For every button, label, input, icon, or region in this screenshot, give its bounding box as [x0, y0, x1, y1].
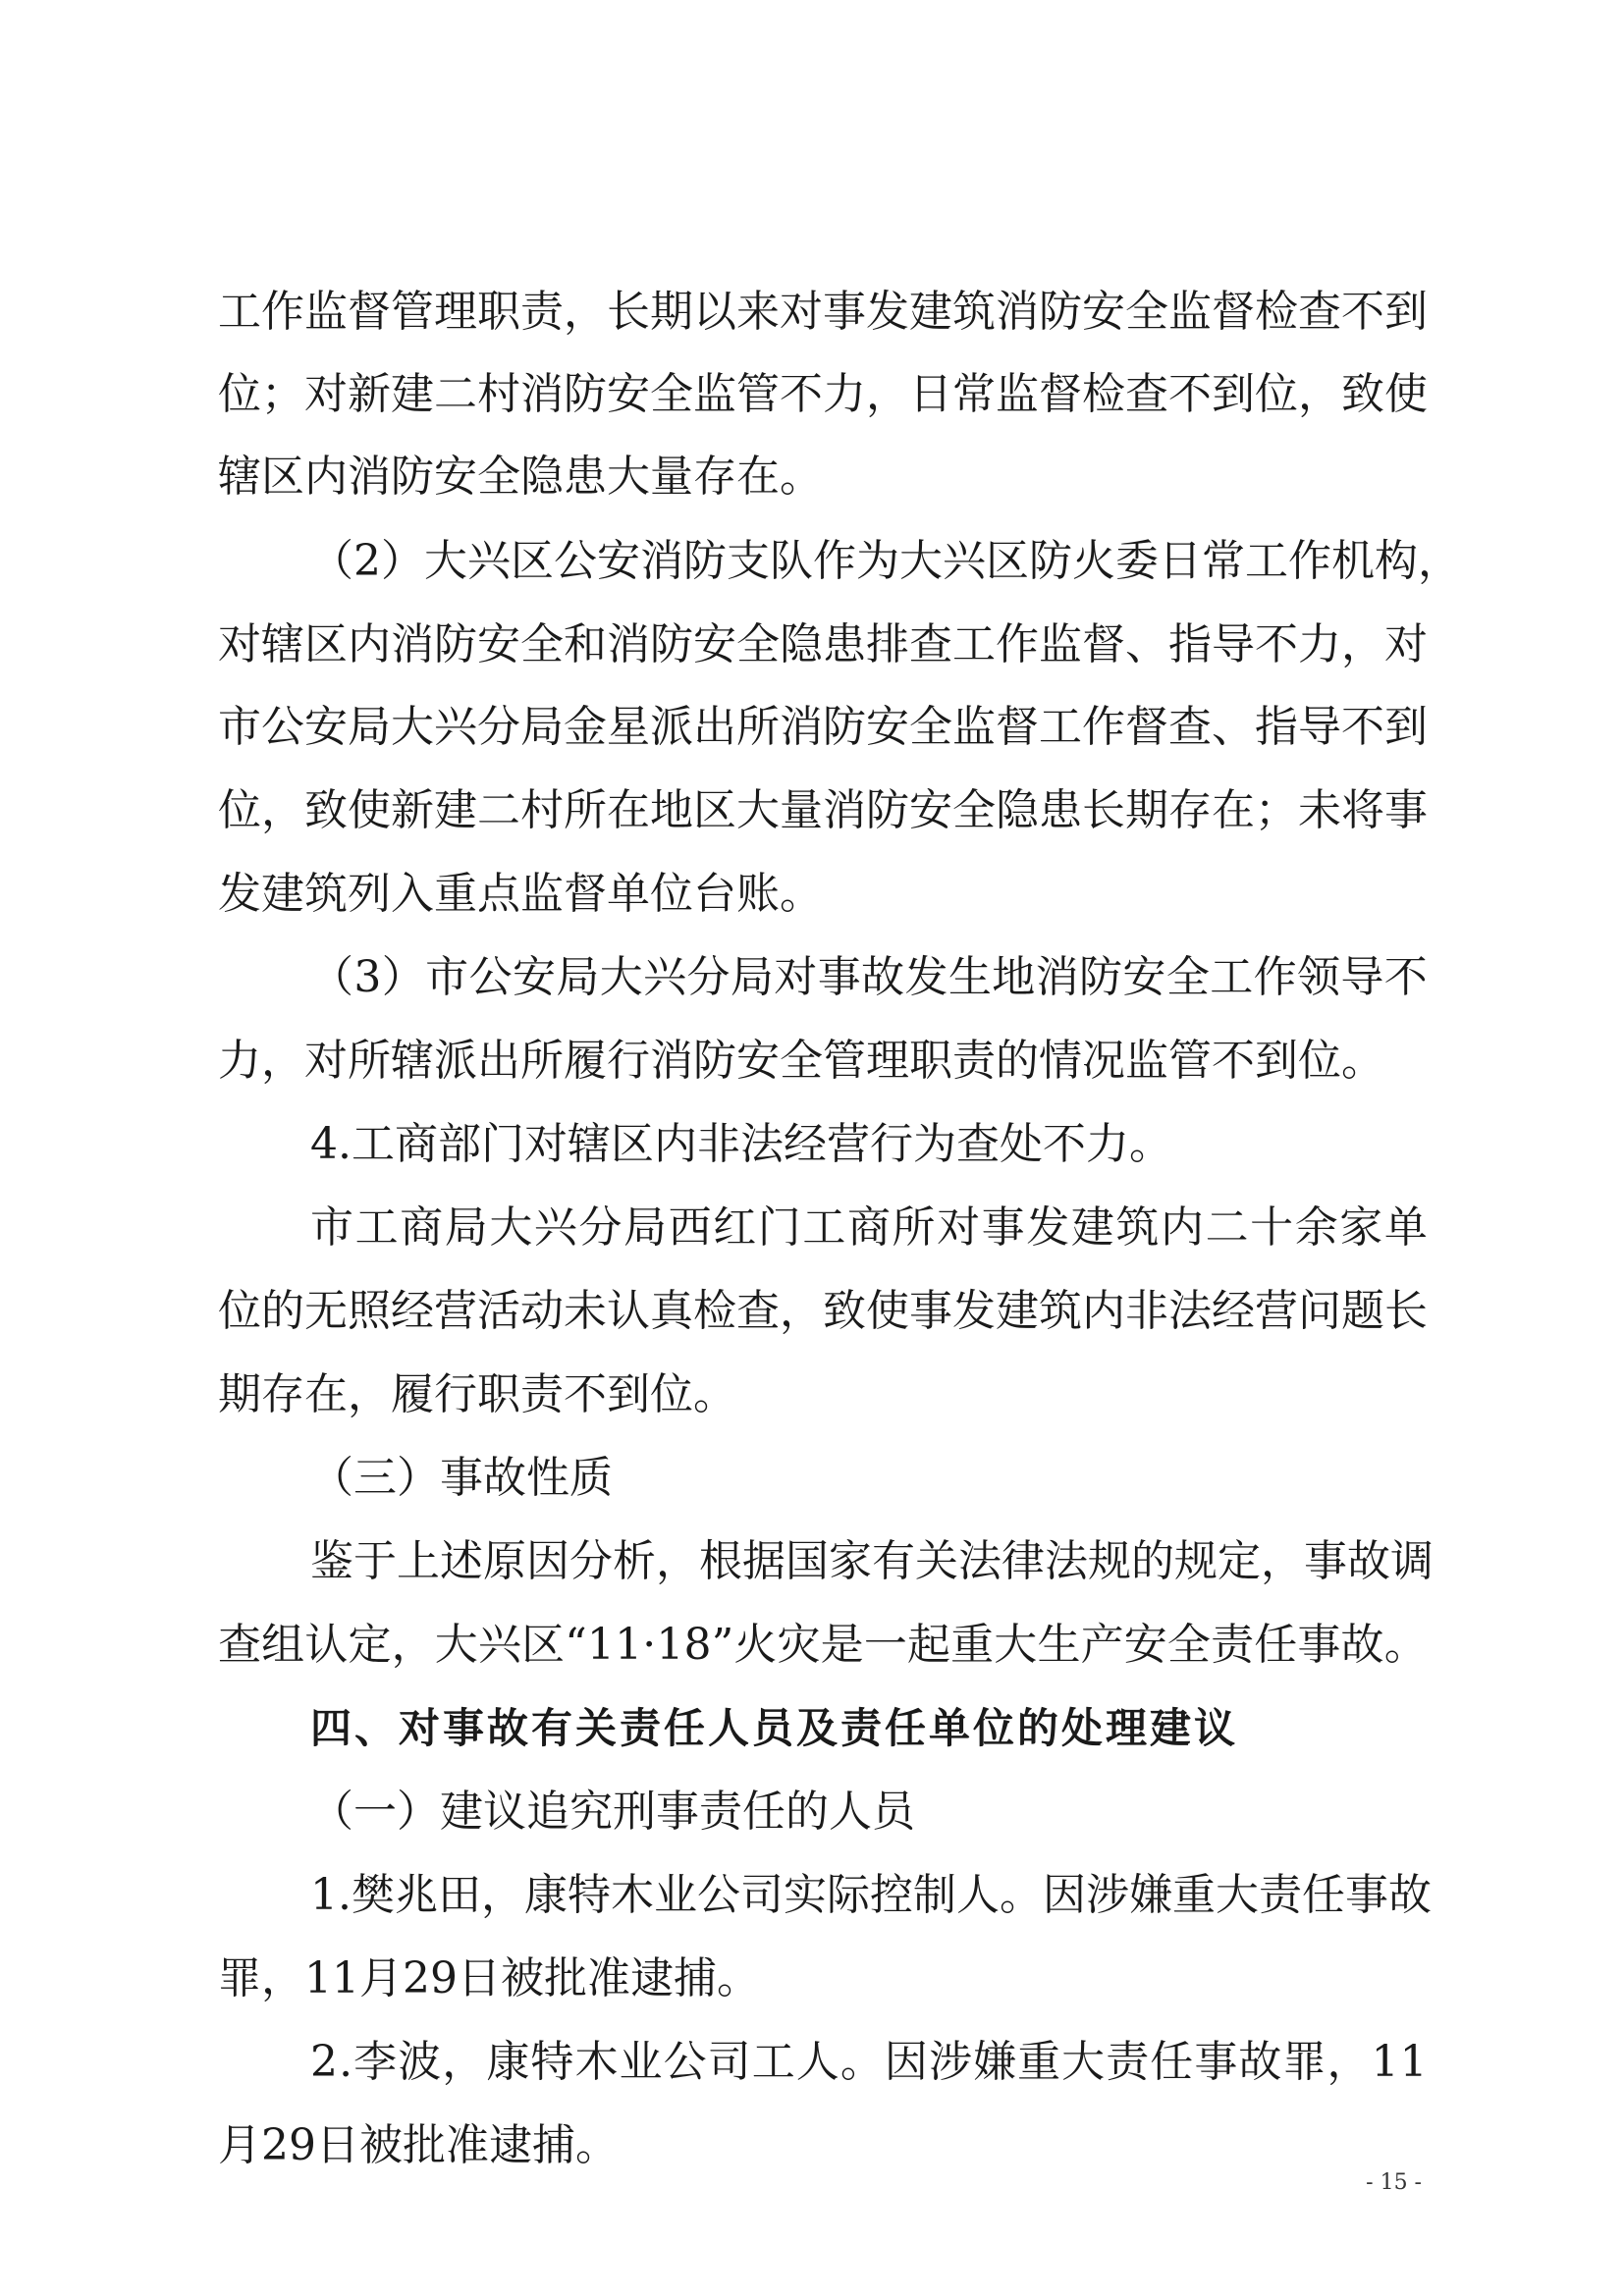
text-line: 位 ， 致 使 新 建 二 村 所 在 地 区 大 量 消 防 安 全 隐 患 长 期 存 在 ； 未 将 事: [218, 785, 1428, 835]
text-line: 4.工商部门对辖区内非法经营行为查处不力。: [310, 1119, 1172, 1169]
section-subheading: （一）建议追究刑事责任的人员: [310, 1787, 915, 1837]
text-line: 发建筑列入重点监督单位台账。: [218, 869, 823, 919]
text-line: （ 2 ） 大 兴 区 公 安 消 防 支 队 作 为 大 兴 区 防 火 委 日 常 工 作 机 构 ，: [310, 536, 1461, 586]
text-line: 月29日被批准逮捕。: [218, 2120, 619, 2170]
section-heading: 四、对事故有关责任人员及责任单位的处理建议: [310, 1704, 1239, 1752]
text-line: （ 3 ） 市 公 安 局 大 兴 分 局 对 事 故 发 生 地 消 防 安 全 工 作 领 导 不: [310, 952, 1428, 1002]
text-line: 对 辖 区 内 消 防 安 全 和 消 防 安 全 隐 患 排 查 工 作 监 督 、 指 导 不 力 ， 对: [218, 619, 1428, 669]
text-line: 力，对所辖派出所履行消防安全管理职责的情况监管不到位。: [218, 1036, 1384, 1086]
text-line: 期存在，履行职责不到位。: [218, 1369, 736, 1419]
text-line: 位 ； 对 新 建 二 村 消 防 安 全 监 管 不 力 ， 日 常 监 督 检 查 不 到 位 ， 致 使: [218, 369, 1428, 419]
text-line: 罪，11月29日被批准逮捕。: [218, 1953, 760, 2003]
text-line: 市 工 商 局 大 兴 分 局 西 红 门 工 商 所 对 事 发 建 筑 内 二 十 余 家 单: [310, 1202, 1428, 1253]
text-line: 查 组 认 定 ， 大 兴 区 “ 1 1 · 1 8 ” 火 灾 是 一 起 重 大 生 产 安 全 责 任 事 故 。: [218, 1620, 1428, 1670]
text-line: 1 . 樊 兆 田 ， 康 特 木 业 公 司 实 际 控 制 人 。 因 涉 嫌 重 大 责 任 事 故: [310, 1870, 1432, 1920]
text-line: 市 公 安 局 大 兴 分 局 金 星 派 出 所 消 防 安 全 监 督 工 作 督 查 、 指 导 不 到: [218, 702, 1428, 752]
text-line: 2 . 李 波 ， 康 特 木 业 公 司 工 人 。 因 涉 嫌 重 大 责 任 事 故 罪 ， 1 1: [310, 2037, 1428, 2087]
text-line: 工 作 监 督 管 理 职 责 ， 长 期 以 来 对 事 发 建 筑 消 防 安 全 监 督 检 查 不 到: [218, 287, 1428, 337]
text-line: 位 的 无 照 经 营 活 动 未 认 真 检 查 ， 致 使 事 发 建 筑 内 非 法 经 营 问 题 长: [218, 1286, 1428, 1336]
section-subheading: （三）事故性质: [310, 1453, 613, 1503]
text-line: 鉴 于 上 述 原 因 分 析 ， 根 据 国 家 有 关 法 律 法 规 的 规 定 ， 事 故 调: [310, 1536, 1434, 1586]
page-number: - 15 -: [1366, 2170, 1422, 2195]
text-line: 辖区内消防安全隐患大量存在。: [218, 452, 823, 502]
